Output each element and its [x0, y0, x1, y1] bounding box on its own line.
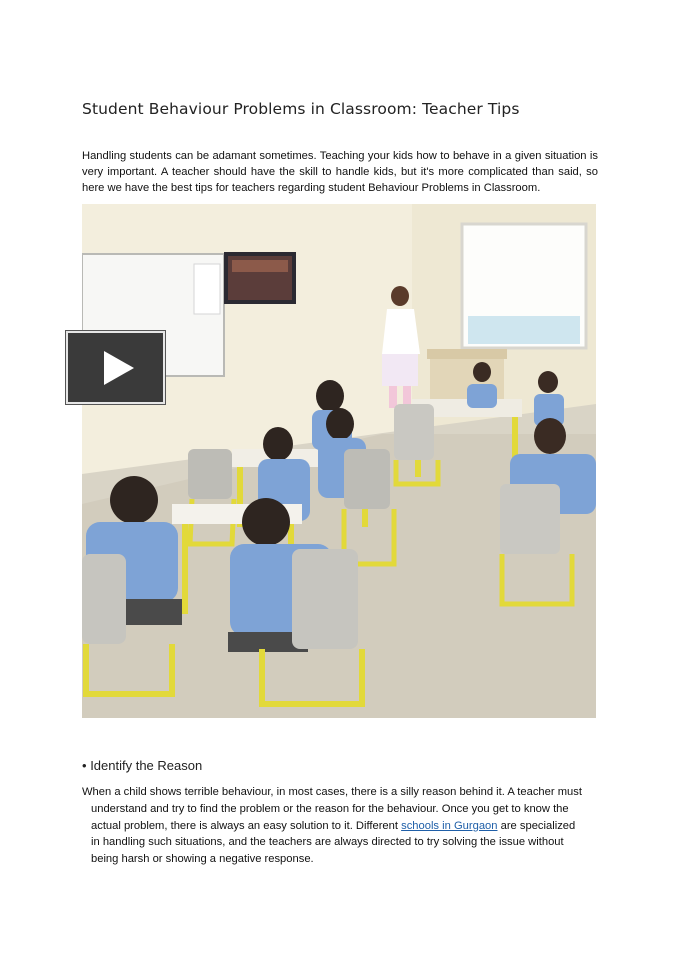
schools-in-gurgaon-link[interactable]: schools in Gurgaon [401, 819, 498, 832]
section-paragraph [82, 784, 582, 868]
section-heading [82, 758, 202, 773]
video-play-button[interactable] [66, 331, 165, 404]
intro-paragraph: Handling students can be adamant sometimes. Teaching your kids how to behave in a given situation is very important. A teacher should have the skill to handle kids, but it's more complicated than said, so here we have the best tips for teachers regarding student Behaviour Problems in Classroom. [82, 150, 598, 195]
section-heading-text: Identify the Reason [90, 758, 203, 773]
play-icon [104, 351, 134, 385]
paragraph-text-start: When a child shows terrible behaviour, in most cases, there is a silly reason behind it. A teacher must understand and try to find the problem or the reason for the behaviour. Once you get to know the actual problem, there is always an easy solution to it. Different [82, 786, 582, 832]
classroom-illustration [82, 204, 596, 718]
bullet: • [82, 758, 87, 773]
page-title: Student Behaviour Problems in Classroom: Teacher Tips [82, 100, 520, 118]
paragraph-text-end: are specialized in handling such situations, and the teachers are always directed to try solving the issue without being harsh or showing a negative response. [91, 819, 576, 866]
classroom-photo [82, 204, 596, 718]
